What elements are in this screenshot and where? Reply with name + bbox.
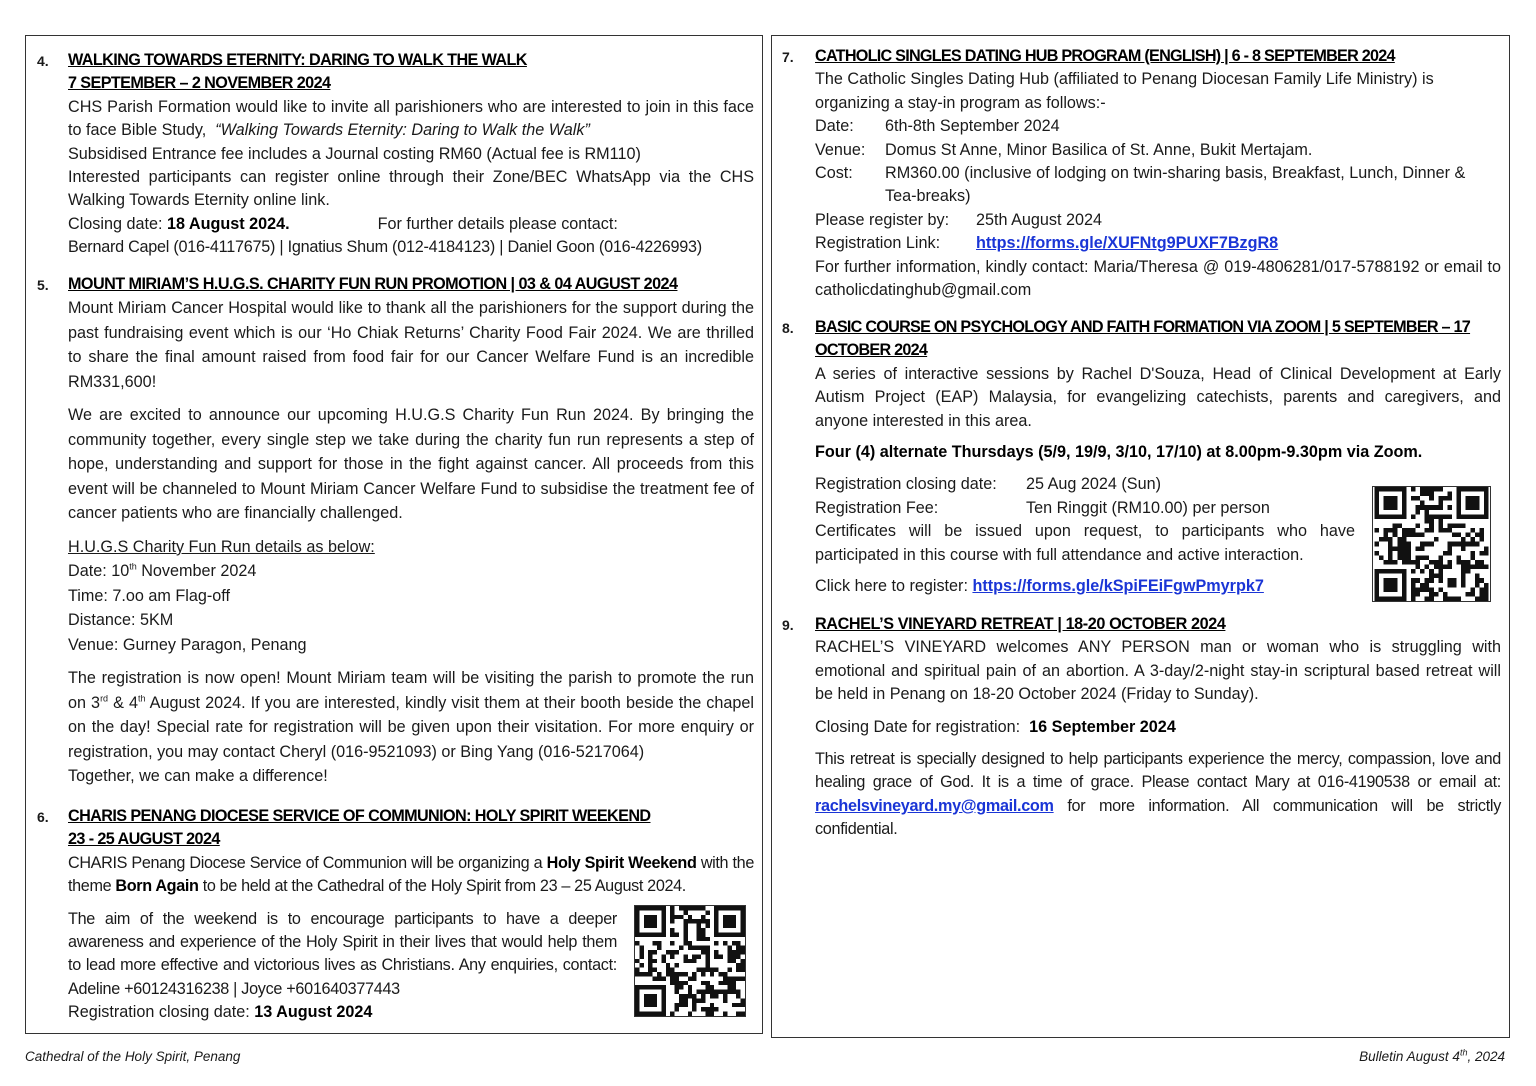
p3-sup2: th (137, 693, 146, 704)
run-date-a: Date: 10 (68, 562, 130, 581)
footer-left: Cathedral of the Holy Spirit, Penang (25, 1049, 241, 1064)
item-title: WALKING TOWARDS ETERNITY: DARING TO WALK THE WALK (68, 51, 527, 69)
item-title: RACHEL’S VINEYARD RETREAT | 18-20 OCTOBER 2024 (815, 615, 1226, 633)
date-value: 6th-8th September 2024 (885, 117, 1060, 136)
register-by-label: Please register by: (815, 210, 950, 229)
closing-label: Registration closing date: (815, 475, 997, 494)
contacts: Bernard Capel (016-4117675) | Ignatius Shum (012-4184123) | Daniel Goon (016-4226993) (68, 238, 702, 257)
click-label: Click here to register: (815, 577, 968, 596)
item-number: 9. (782, 617, 794, 633)
item-title-dates: 7 SEPTEMBER – 2 NOVEMBER 2024 (68, 74, 331, 93)
closing-label: Closing date: (68, 214, 163, 233)
closing-date: 18 August 2024. (167, 214, 290, 233)
study-title: “Walking Towards Eternity: Daring to Walk the Walk” (215, 121, 590, 140)
p1-e: to be held at the Cathedral of the Holy Spirit from 23 – 25 August 2024. (202, 877, 686, 896)
paragraph: The Catholic Singles Dating Hub (affiliated to Penang Diocesan Family Life Ministry) is organizing a stay-in program as follows:- (815, 70, 1434, 112)
registration-link[interactable]: https://forms.gle/kSpiFEiFgwPmyrpk7 (972, 577, 1264, 596)
item-catholic-singles (815, 45, 1501, 302)
run-distance: Distance: 5KM (68, 611, 174, 630)
link-label: Registration Link: (815, 234, 941, 253)
p2-a: This retreat is specially designed to help participants experience the mercy, compassion, love and healing grace of God. It is a time of grace. Please contact Mary at 016-4190538 or email at: (815, 750, 1501, 792)
register-by-row (815, 209, 1501, 232)
p1-b: Holy Spirit Weekend (546, 853, 697, 872)
link-row (815, 232, 1501, 255)
p1-c: with the theme (68, 853, 754, 896)
intro-text: CHS Parish Formation would like to invite all parishioners who are interested to join in this face to face Bible Study, (68, 97, 754, 140)
p2-b: for more information. All communication will be strictly confidential. (815, 796, 1501, 839)
item-intro (68, 96, 754, 143)
item-charity-fun-run (68, 273, 754, 789)
registration-link[interactable]: https://forms.gle/XUFNtg9PUXF7BzgR8 (976, 234, 1279, 253)
p1-a: CHARIS Penang Diocese Service of Communion will be organizing a (68, 853, 543, 872)
cost-label: Cost: (815, 164, 853, 183)
date-row (815, 115, 1501, 138)
item-number: 7. (782, 49, 794, 65)
qr-code-icon (634, 905, 746, 1017)
p3-sup1: rd (100, 693, 109, 704)
register-by-value: 25th August 2024 (976, 210, 1103, 229)
venue-label: Venue: (815, 140, 866, 159)
date-label: Date: (815, 117, 854, 136)
paragraph: The aim of the weekend is to encourage participants to have a deeper awareness and experience of the Holy Spirit in their lives that would help them to lead more effective and victorious lives as Christians. Any enquiries, contact: Adeline +60124316238 | Joyce +601640377443 (68, 909, 617, 998)
cost-value: RM360.00 (inclusive of lodging on twin-sharing basis, Breakfast, Lunch, Dinner & Tea-breaks) (885, 164, 1466, 206)
item-rachels-vineyard (815, 613, 1501, 842)
qr-code-icon (1372, 486, 1491, 602)
fee-label: Registration Fee: (815, 498, 939, 517)
closing-label: Closing Date for registration: (815, 717, 1021, 736)
item-number: 4. (37, 53, 49, 69)
p3-a: The registration is now open! Mount Miriam team will be visiting the parish to promote the run on 3 (68, 669, 754, 712)
paragraph: We are excited to announce our upcoming H.U.G.S Charity Fun Run 2024. By bringing the community together, every single step we take during the charity fun run represents a step of hope, understanding and support for those in the fight against cancer. All proceeds from this event will be channeled to Mount Miriam Cancer Welfare Fund to subsidise the treatment fee of cancer patients who are financially challenged. (68, 406, 754, 523)
register-line: Interested participants can register online through their Zone/BEC WhatsApp via the CHS Walking Towards Eternity online link. (68, 168, 754, 210)
run-date-sup: th (129, 562, 137, 573)
paragraph: For further information, kindly contact: Maria/Theresa @ 019-4806281/017-5788192 or email to catholicdatinghub@gmail.com (815, 257, 1501, 300)
p3-c: August 2024. If you are interested, kindly visit them at their booth beside the chapel on the day! Special rate for registration will be given upon their visitation. For more enquiry or registration, you may contact Cheryl (016-9521093) or Bing Yang (016-5217064) (68, 693, 754, 761)
details-heading: H.U.G.S Charity Fun Run details as below: (68, 537, 375, 556)
closing-line (68, 213, 754, 236)
closing-date: 13 August 2024 (254, 1003, 373, 1022)
venue-row (815, 139, 1501, 162)
item-title-dates: 23 - 25 AUGUST 2024 (68, 830, 220, 849)
p3-b: & 4 (108, 693, 138, 712)
closing-remark: Together, we can make a difference! (68, 767, 328, 786)
item-title-dates: OCTOBER 2024 (815, 341, 928, 360)
paragraph (815, 748, 1501, 842)
run-date-b: November 2024 (136, 562, 257, 581)
item-title: CHARIS PENANG DIOCESE SERVICE OF COMMUNION: HOLY SPIRIT WEEKEND (68, 807, 651, 825)
paragraph (68, 852, 754, 899)
closing-value: 25 Aug 2024 (Sun) (1026, 475, 1162, 494)
footer-right (1359, 1049, 1505, 1064)
paragraph: Certificates will be issued upon request, to participants who have participated in this course with full attendance and active interaction. (815, 522, 1355, 564)
fee-value: Ten Ringgit (RM10.00) per person (1026, 498, 1270, 517)
item-title: MOUNT MIRIAM’S H.U.G.S. CHARITY FUN RUN PROMOTION | 03 & 04 AUGUST 2024 (68, 275, 678, 293)
item-number: 5. (37, 277, 49, 293)
footer-right-a: Bulletin August 4 (1359, 1049, 1460, 1064)
run-date (68, 559, 754, 584)
run-venue: Venue: Gurney Paragon, Penang (68, 635, 307, 654)
item-number: 6. (37, 809, 49, 825)
run-time: Time: 7.oo am Flag-off (68, 586, 230, 605)
email-link[interactable]: rachelsvineyard.my@gmail.com (815, 796, 1054, 815)
footer-right-b: , 2024 (1467, 1049, 1505, 1064)
paragraph: RACHEL’S VINEYARD welcomes ANY PERSON man or woman who is struggling with emotional and spiritual pain of an abortion. A 3-day/2-night stay-in scriptural based retreat will be held in Penang on 18-20 October 2024 (Friday to Sunday). (815, 638, 1501, 704)
paragraph (68, 666, 754, 764)
paragraph: A series of interactive sessions by Rachel D'Souza, Head of Clinical Development at Early Autism Project (EAP) Malaysia, for evangelizing catechists, parents and caregivers, and anyone interested in this area. (815, 364, 1501, 430)
fee-line: Subsidised Entrance fee includes a Journal costing RM60 (Actual fee is RM110) (68, 144, 641, 163)
closing-line (815, 716, 1501, 739)
p1-d: Born Again (115, 877, 199, 896)
cost-row (815, 162, 1501, 209)
closing-date: 16 September 2024 (1029, 717, 1176, 736)
item-title: CATHOLIC SINGLES DATING HUB PROGRAM (ENGLISH) | 6 - 8 SEPTEMBER 2024 (815, 47, 1395, 65)
footer-right-sup: th (1459, 1047, 1468, 1058)
paragraph: Mount Miriam Cancer Hospital would like to thank all the parishioners for the support during the past fundraising event which is our ‘Ho Chiak Returns’ Charity Food Fair 2024. We are thrilled to share the final amount raised from food fair for our Cancer Welfare Fund is an incredible RM331,600! (68, 299, 754, 391)
item-walking-towards-eternity (68, 49, 754, 260)
schedule: Four (4) alternate Thursdays (5/9, 19/9, 3/10, 17/10) at 8.00pm-9.30pm via Zoom. (815, 443, 1423, 462)
further-details: For further details please contact: (377, 214, 618, 233)
venue-value: Domus St Anne, Minor Basilica of St. Anne, Bukit Mertajam. (885, 140, 1313, 159)
item-number: 8. (782, 320, 794, 336)
closing-label: Registration closing date: (68, 1003, 250, 1022)
item-title: BASIC COURSE ON PSYCHOLOGY AND FAITH FORMATION VIA ZOOM | 5 SEPTEMBER – 17 (815, 318, 1471, 336)
